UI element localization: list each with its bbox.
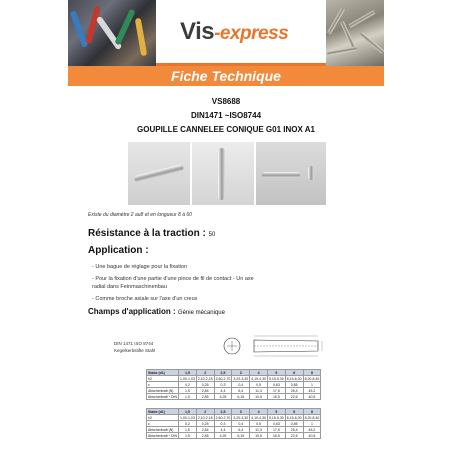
application-heading: Application : [88, 245, 149, 256]
spec-cell: 4 [250, 370, 268, 376]
spec-cell: 5,15-5,30 [268, 415, 284, 420]
spec-row-label: Abscherkraft * DIN [148, 433, 177, 438]
spec-cell: 6,15-6,30 [286, 415, 302, 420]
technical-sheet [68, 0, 384, 452]
resistance-label: Résistance à la traction : [88, 228, 206, 239]
spec-cell: 0,63 [267, 382, 285, 388]
spec-row-label: Stabe (d1) [147, 409, 179, 415]
spec-cell: 8 [303, 370, 321, 376]
spec-cell: 0,2 [178, 421, 196, 427]
spec-cell: 6 [285, 409, 303, 415]
product-photo-1 [128, 142, 190, 205]
spec-row-label: Abscherkraft (N) [147, 388, 179, 394]
drawing-caption-2: Kegelkerbstifte Stahl [114, 348, 156, 353]
spec-cell: 4,19-4,30 [251, 376, 266, 381]
spec-cell: 6,4 [232, 388, 250, 394]
spec-cell: 1 [303, 382, 321, 388]
spec-cell: 3,20-3,30 [233, 376, 249, 381]
spec-table-2 [146, 408, 321, 439]
brand-suffix: -express [214, 23, 289, 44]
brand-name: Vis [180, 18, 215, 45]
spec-cell: 2 [196, 409, 214, 415]
champs-label: Champs d'application : [88, 307, 176, 316]
champs-line [88, 307, 225, 316]
product-name: GOUPILLE CANNELEE CONIQUE G01 INOX A1 [137, 125, 315, 134]
spec-cell: 8,20-8,40 [304, 376, 320, 381]
spec-cell: 0,3 [214, 382, 232, 388]
spec-cell: 2,60-2,70 [215, 415, 231, 420]
spec-row-label: h2 [147, 376, 179, 382]
brand-logo [180, 18, 288, 46]
spec-cell: 1,5 [178, 409, 196, 415]
spec-cell: 0,5 [250, 421, 268, 427]
spec-cell: 1,00-1,03 [179, 376, 195, 381]
spec-cell: 1 [303, 421, 321, 427]
spec-cell: 0,4 [232, 421, 250, 427]
spec-cell: 2,10-2,18 [197, 415, 213, 420]
spec-cell: 0,63 [267, 421, 285, 427]
spec-cell: 45,2 [303, 427, 321, 433]
spec-cell: 5 [267, 370, 285, 376]
spec-cell: 1,5 [178, 394, 196, 400]
spec-cell: 1,5 [178, 388, 196, 394]
spec-row [147, 394, 321, 400]
spec-cell: 11,3 [250, 427, 268, 433]
spec-cell: 2,10-2,18 [197, 376, 213, 381]
spec-cell: 6,15-6,30 [286, 376, 302, 381]
spec-cell: 0,4 [232, 382, 250, 388]
spec-cell: 6,15 [232, 394, 250, 400]
spec-cell: 0,25 [196, 382, 214, 388]
tools-photo [68, 0, 156, 66]
spec-cell: 22,6 [285, 433, 303, 439]
spec-row-label: c [147, 382, 179, 388]
spec-cell: 6,4 [232, 427, 250, 433]
spec-cell: 11,3 [250, 388, 268, 394]
spec-cell: 0,85 [285, 382, 303, 388]
brand-area [156, 0, 326, 66]
spec-cell: 2,5 [214, 409, 232, 415]
spec-cell: 0,3 [214, 421, 232, 427]
spec-row-label: h2 [147, 415, 179, 421]
spec-cell: 1,5 [178, 427, 196, 433]
spec-cell: 2,85 [196, 433, 214, 439]
header-banner [68, 0, 384, 66]
title-band [68, 66, 384, 86]
spec-cell: 22,6 [285, 394, 303, 400]
spec-cell: 17,5 [267, 427, 285, 433]
product-reference: VS8688 [211, 97, 241, 106]
spec-cell: 8 [303, 409, 321, 415]
spec-row-label: Abscherkraft (N) [147, 427, 179, 433]
spec-cell: 4 [250, 409, 268, 415]
spec-cell: 1,00-1,03 [179, 415, 195, 420]
screws-photo [326, 0, 384, 66]
band-title: Fiche Technique [171, 68, 281, 84]
spec-cell: 40,5 [303, 394, 321, 400]
spec-row-label: Abscherkraft * DIN [148, 394, 177, 399]
spec-cell: 25,4 [285, 427, 303, 433]
spec-cell: 0,85 [285, 421, 303, 427]
spec-cell: 4,4 [214, 427, 232, 433]
application-item: - Une bague de réglage pour la fixation [92, 264, 188, 270]
spec-cell: 2 [196, 370, 214, 376]
product-photo-2 [192, 142, 254, 205]
spec-cell: 0,25 [196, 421, 214, 427]
spec-row-label: Stabe (d1) [147, 370, 179, 376]
spec-cell: 2,60-2,70 [215, 376, 231, 381]
spec-cell: 16,5 [267, 394, 285, 400]
pin-technical-drawing [214, 326, 326, 366]
spec-cell: 17,5 [267, 388, 285, 394]
spec-cell: 5 [267, 409, 285, 415]
spec-cell: 3 [232, 409, 250, 415]
product-photos [128, 142, 384, 205]
spec-cell: 5,15-5,30 [268, 376, 284, 381]
spec-cell: 16,5 [267, 433, 285, 439]
product-standards: DIN1471 ~ISO8744 [190, 111, 262, 120]
spec-cell: 25,4 [285, 388, 303, 394]
spec-cell: 10,5 [250, 433, 268, 439]
spec-cell: 6,15 [232, 433, 250, 439]
champs-value: Génie mécanique [177, 310, 225, 316]
spec-cell: 4,25 [214, 394, 232, 400]
spec-row [147, 433, 321, 439]
spec-cell: 2,5 [214, 370, 232, 376]
spec-cell: 40,5 [303, 433, 321, 439]
spec-cell: 10,5 [250, 394, 268, 400]
spec-cell: 2,85 [196, 394, 214, 400]
resistance-line [88, 228, 215, 239]
spec-cell: 4,19-4,30 [251, 415, 266, 420]
drawing-caption-1: DIN 1471 ISO 8744 [114, 341, 154, 346]
spec-cell: 6 [285, 370, 303, 376]
application-item: - Pour la fixation d'une partie d'une pince de fil de contact - Un axe [92, 276, 254, 282]
spec-cell: 8,20-8,40 [304, 415, 320, 420]
spec-cell: 1,5 [178, 433, 196, 439]
availability-note: Existe du diamètre 2 au8 et en longueur 8 à 60 [88, 212, 192, 218]
spec-cell: 2,84 [196, 388, 214, 394]
spec-row-label: c [147, 421, 179, 427]
spec-cell: 45,2 [303, 388, 321, 394]
product-photo-3 [256, 142, 326, 205]
spec-cell: 4,4 [214, 388, 232, 394]
application-item: radial dans Feinmaschinenbau [92, 284, 167, 290]
spec-cell: 1,5 [178, 370, 196, 376]
spec-cell: 3,20-3,30 [233, 415, 249, 420]
application-item: - Comme broche axiale sur l'axe d'un creux [92, 296, 198, 302]
spec-cell: 0,2 [178, 382, 196, 388]
spec-cell: 2,84 [196, 427, 214, 433]
spec-cell: 4,25 [214, 433, 232, 439]
resistance-value: 50 [208, 232, 216, 238]
spec-cell: 3 [232, 370, 250, 376]
spec-table-1 [146, 369, 321, 400]
spec-cell: 0,5 [250, 382, 268, 388]
